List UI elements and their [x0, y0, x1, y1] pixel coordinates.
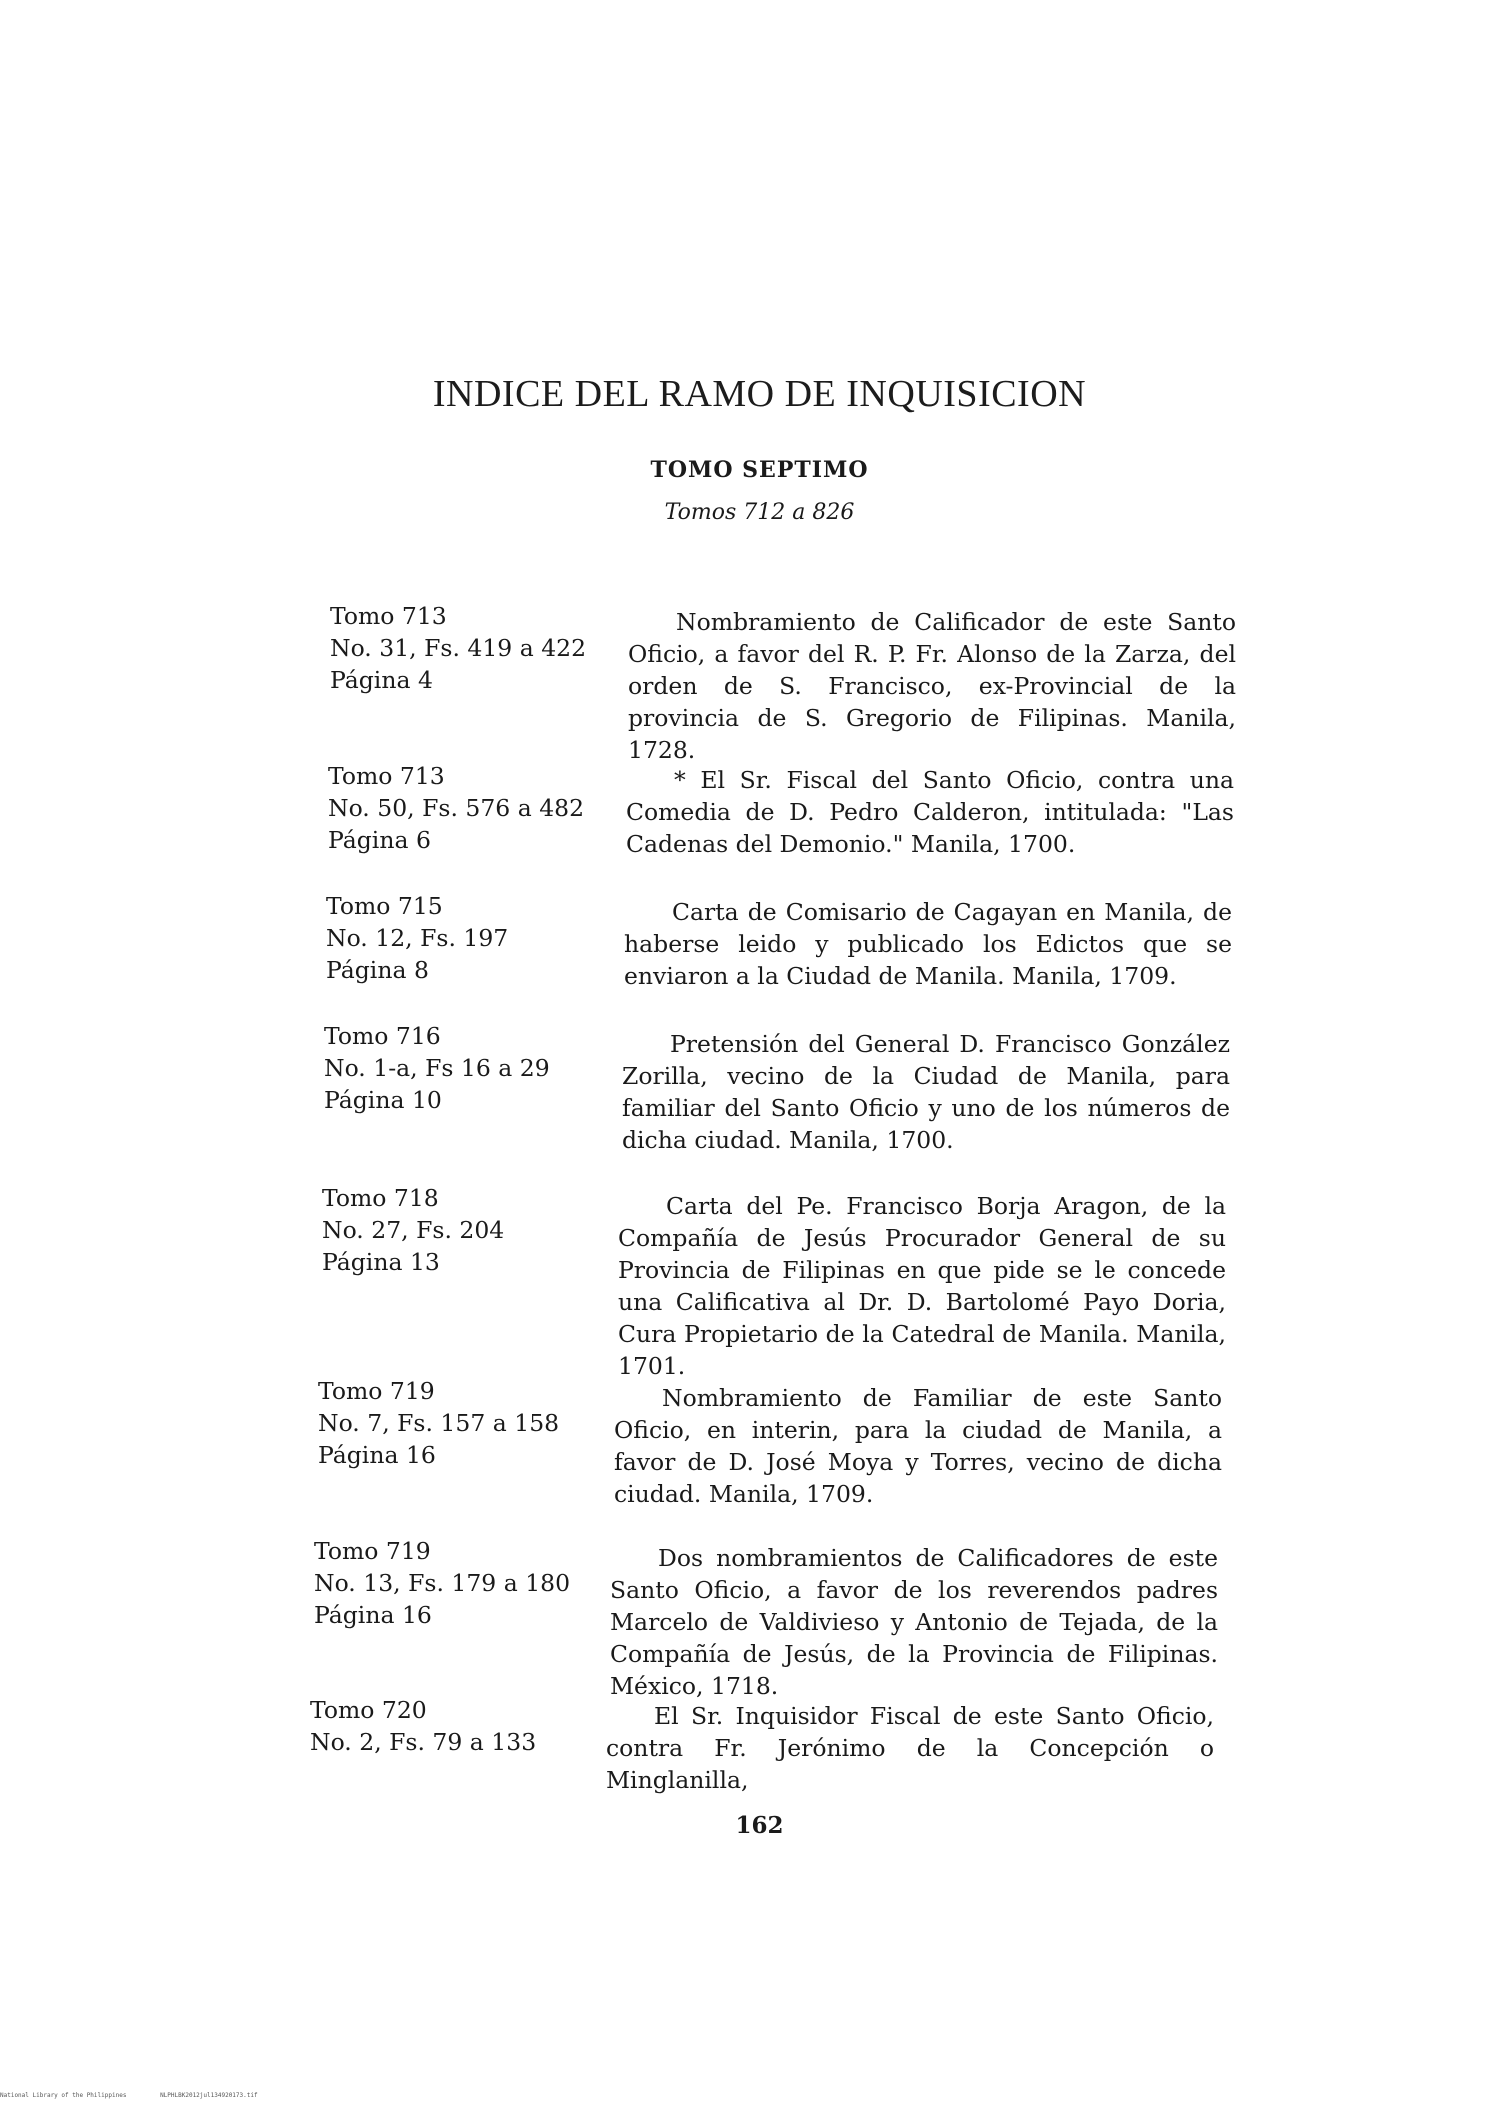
entry-tomo: Tomo 715 [326, 892, 443, 920]
entry-folio: No. 2, Fs. 79 a 133 [310, 1728, 537, 1756]
page-title: INDICE DEL RAMO DE INQUISICION [432, 373, 1087, 415]
entry-folio: No. 7, Fs. 157 a 158 [318, 1409, 560, 1437]
entry-description: Carta del Pe. Francisco Borja Aragon, de la Compañía de Jesús Procurador General de su Provincia de Filipinas en que pide se le concede una Calificativa al Dr. D. Bartolomé Payo Doria, Cura Propietario de la Catedral de Manila. Manila, 1701. [618, 1192, 1226, 1380]
entry-reference [322, 1182, 612, 1278]
entry-reference [310, 1694, 600, 1758]
entry-page: Página 10 [324, 1086, 442, 1114]
entry-description: Pretensión del General D. Francisco González Zorilla, vecino de la Ciudad de Manila, para familiar del Santo Oficio y uno de los números de dicha ciudad. Manila, 1700. [622, 1030, 1230, 1154]
entry-reference [318, 1375, 608, 1471]
footer-library: National Library of the Philippines [0, 2092, 127, 2099]
entry-description: Dos nombramientos de Calificadores de este Santo Oficio, a favor de los reverendos padres Marcelo de Valdivieso y Antonio de Tejada, de la Compañía de Jesús, de la Provincia de Filipinas. México, 1718. [610, 1544, 1218, 1700]
entry-reference [324, 1020, 614, 1116]
scan-footer [0, 2092, 288, 2099]
entry-tomo: Tomo 719 [314, 1537, 431, 1565]
entry-tomo: Tomo 713 [328, 762, 445, 790]
entry-description: Carta de Comisario de Cagayan en Manila, de haberse leido y publicado los Edictos que se enviaron a la Ciudad de Manila. Manila, 1709. [624, 898, 1232, 990]
entry-folio: No. 50, Fs. 576 a 482 [328, 794, 585, 822]
entry-reference [330, 600, 620, 696]
entry-page: Página 4 [330, 666, 433, 694]
entry-tomo: Tomo 719 [318, 1377, 435, 1405]
entry-folio: No. 27, Fs. 204 [322, 1216, 505, 1244]
entry-description: Nombramiento de Familiar de este Santo Oficio, en interin, para la ciudad de Manila, a favor de D. José Moya y Torres, vecino de dicha ciudad. Manila, 1709. [614, 1384, 1222, 1508]
entry-reference [326, 890, 616, 986]
volume-range: Tomos 712 a 826 [664, 500, 855, 525]
entry-description: Nombramiento de Calificador de este Santo Oficio, a favor del R. P. Fr. Alonso de la Zarza, del orden de S. Francisco, ex-Provincial de la provincia de S. Gregorio de Filipinas. Manila, 1728. [628, 608, 1236, 764]
entry-folio: No. 12, Fs. 197 [326, 924, 509, 952]
entry-folio: No. 31, Fs. 419 a 422 [330, 634, 587, 662]
entry-description: El Sr. Inquisidor Fiscal de este Santo Oficio, contra Fr. Jerónimo de la Concepción o Minglanilla, [606, 1702, 1214, 1794]
entry-folio: No. 13, Fs. 179 a 180 [314, 1569, 571, 1597]
entry-reference [328, 760, 618, 856]
entry-tomo: Tomo 720 [310, 1696, 427, 1724]
volume-subtitle: TOMO SEPTIMO [650, 457, 869, 483]
entry-page: Página 8 [326, 956, 429, 984]
entry-tomo: Tomo 716 [324, 1022, 441, 1050]
entry-page: Página 16 [318, 1441, 436, 1469]
entry-page: Página 16 [314, 1601, 432, 1629]
entry-tomo: Tomo 713 [330, 602, 447, 630]
entry-reference [314, 1535, 604, 1631]
entry-page: Página 13 [322, 1248, 440, 1276]
entry-folio: No. 1-a, Fs 16 a 29 [324, 1054, 550, 1082]
footer-file: NLPHLBK2012jul134920173.tif [160, 2092, 258, 2099]
entry-tomo: Tomo 718 [322, 1184, 439, 1212]
page-number: 162 [735, 1812, 784, 1839]
entry-description: * El Sr. Fiscal del Santo Oficio, contra una Comedia de D. Pedro Calderon, intitulada: "Las Cadenas del Demonio." Manila, 1700. [626, 766, 1234, 858]
entry-page: Página 6 [328, 826, 431, 854]
